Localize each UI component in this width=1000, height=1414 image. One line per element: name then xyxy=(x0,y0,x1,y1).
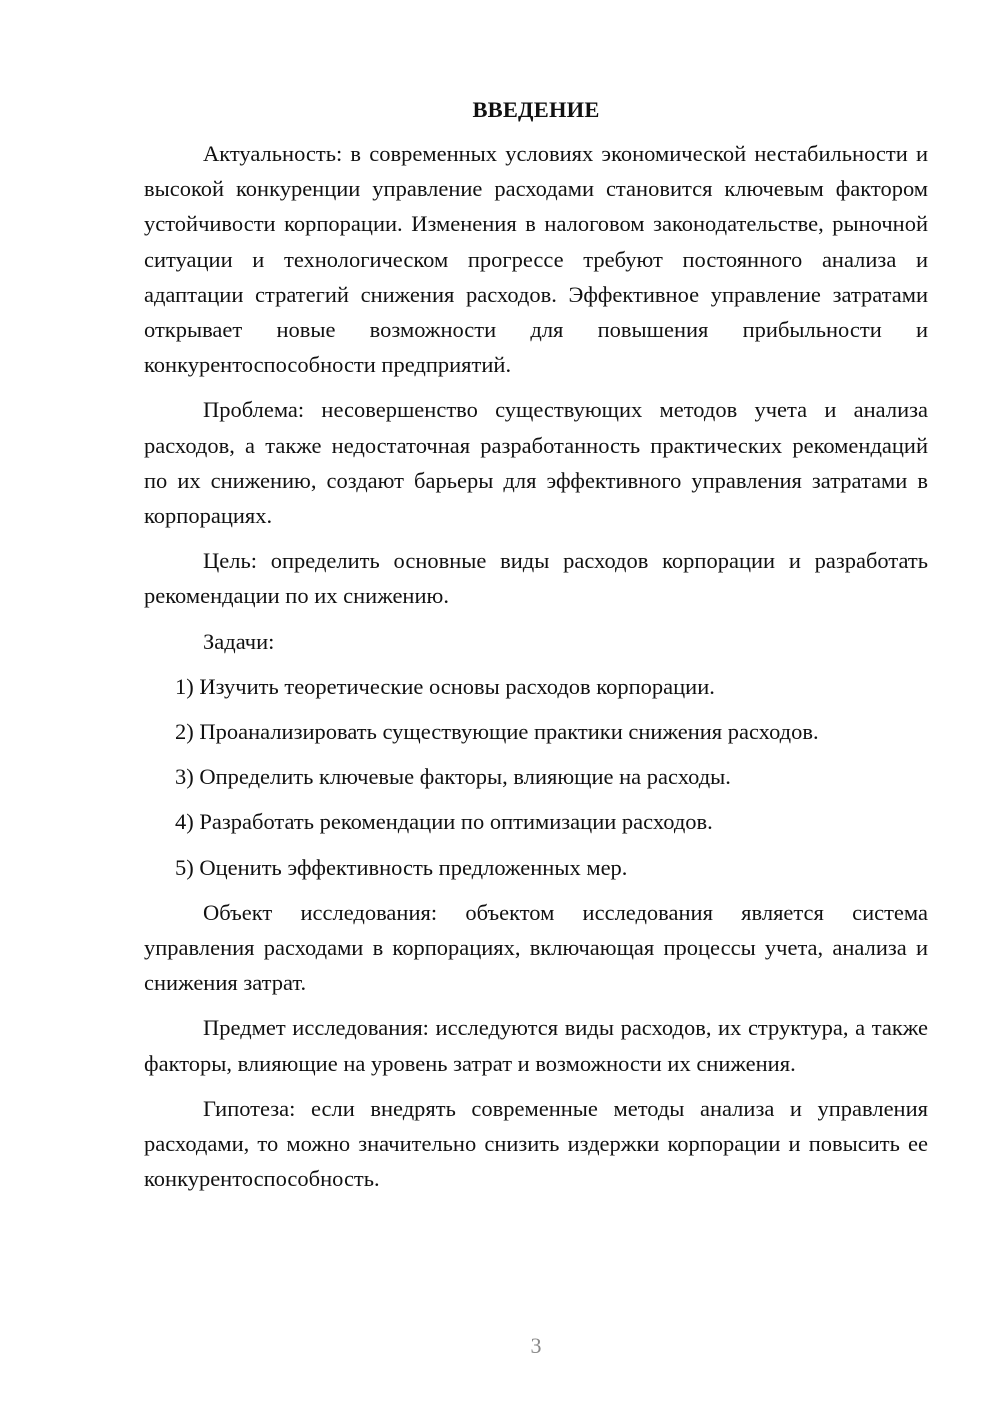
document-page xyxy=(144,88,928,1206)
list-item: 3) Определить ключевые факторы, влияющие на расходы. xyxy=(175,764,731,790)
list-item: 4) Разработать рекомендации по оптимизации расходов. xyxy=(175,809,713,835)
paragraph-subject: Предмет исследования: исследуются виды расходов, их структура, а также факторы, влияющие на уровень затрат и возможности их снижения. xyxy=(144,1015,928,1076)
paragraph-relevance: Актуальность: в современных условиях экономической нестабильности и высокой конкуренции управление расходами становится ключевым фактором устойчивости корпорации. Изменения в налоговом законодательстве, рыночной ситуации и технологическом прогрессе требуют постоянного анализа и адаптации стратегий снижения расходов. Эффективное управление затратами открывает новые возможности для повышения прибыльности и конкурентоспособности предприятий. xyxy=(144,141,928,378)
paragraph-goal: Цель: определить основные виды расходов корпорации и разработать рекомендации по их снижению. xyxy=(144,548,928,609)
list-item: 1) Изучить теоретические основы расходов корпорации. xyxy=(175,673,715,699)
list-item: 5) Оценить эффективность предложенных мер. xyxy=(175,854,628,880)
page-title: ВВЕДЕНИЕ xyxy=(472,97,600,122)
paragraph-tasks-heading: Задачи: xyxy=(203,628,275,654)
list-item: 2) Проанализировать существующие практики снижения расходов. xyxy=(175,719,819,745)
tasks-list xyxy=(144,669,928,885)
page-number: 3 xyxy=(530,1333,542,1358)
paragraph-object: Объект исследования: объектом исследования является система управления расходами в корпорациях, включающая процессы учета, анализа и снижения затрат. xyxy=(144,899,928,996)
paragraph-hypothesis: Гипотеза: если внедрять современные методы анализа и управления расходами, то можно значительно снизить издержки корпорации и повысить ее конкурентоспособность. xyxy=(144,1095,928,1192)
paragraph-problem: Проблема: несовершенство существующих методов учета и анализа расходов, а также недостаточная разработанность практических рекомендаций по их снижению, создают барьеры для эффективного управления затратами в корпорациях. xyxy=(144,397,928,529)
